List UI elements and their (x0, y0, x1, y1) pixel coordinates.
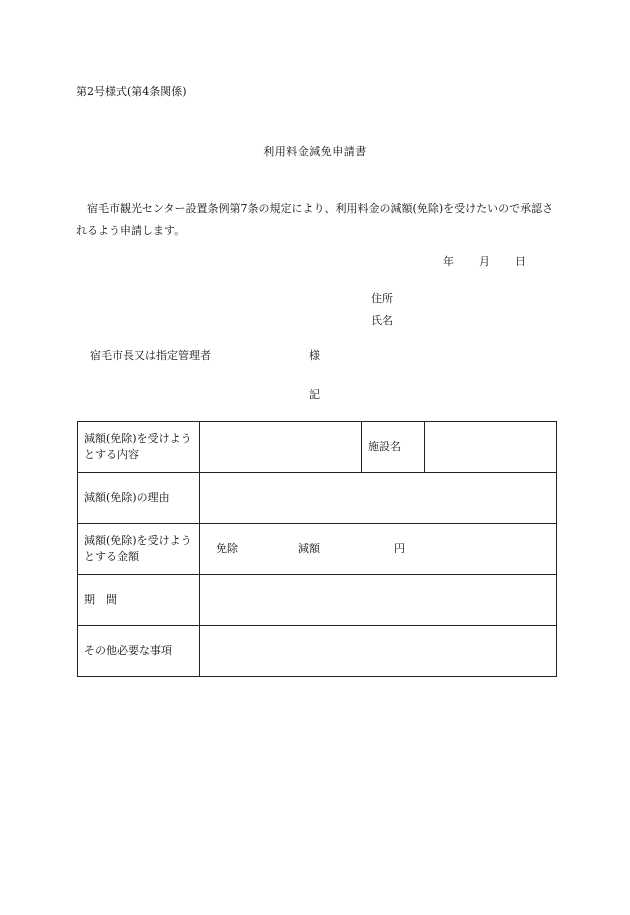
content-label: 減額(免除)を受けようとする内容 (78, 422, 200, 473)
table-row (78, 524, 557, 575)
date-line (443, 256, 526, 267)
address-label: 住所 (371, 292, 393, 305)
addressee-name: 宿毛市長又は指定管理者 (90, 349, 211, 362)
reason-field[interactable] (200, 473, 557, 524)
other-field[interactable] (200, 626, 557, 677)
amount-label: 減額(免除)を受けようとする金額 (78, 524, 200, 575)
addressee (90, 350, 320, 361)
yen-label: 円 (394, 542, 405, 555)
form-number: 第2号様式(第4条関係) (76, 85, 187, 98)
application-table (77, 421, 557, 677)
table-row (78, 575, 557, 626)
table-row (78, 626, 557, 677)
year-label: 年 (443, 255, 454, 268)
period-field[interactable] (200, 575, 557, 626)
amount-field[interactable] (200, 524, 557, 575)
month-label: 月 (479, 255, 490, 268)
table-row (78, 473, 557, 524)
document-title: 利用料金減免申請書 (263, 145, 367, 158)
honorific: 様 (309, 349, 320, 362)
ki-heading: 記 (309, 388, 320, 401)
exempt-label: 免除 (216, 542, 238, 555)
facility-label: 施設名 (362, 422, 425, 473)
facility-field[interactable] (425, 422, 557, 473)
day-label: 日 (515, 255, 526, 268)
table-row (78, 422, 557, 473)
reduce-label: 減額 (298, 542, 320, 555)
period-label: 期 間 (78, 575, 200, 626)
body-text: 宿毛市観光センター設置条例第7条の規定により、利用料金の減額(免除)を受けたいので承認されるよう申請します。 (76, 202, 554, 237)
reason-label: 減額(免除)の理由 (78, 473, 200, 524)
other-label: その他必要な事項 (78, 626, 200, 677)
content-field[interactable] (200, 422, 362, 473)
name-label: 氏名 (371, 314, 393, 327)
